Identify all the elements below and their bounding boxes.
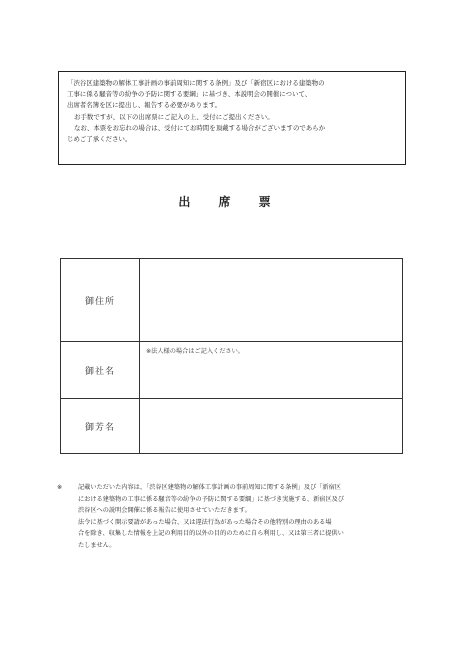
name-field[interactable] (140, 399, 403, 454)
notice-box (58, 71, 406, 165)
footnote-line-1: 記載いただいた内容は、「渋谷区建築物の解体工事計画の事前周知に関する条例」及び「新宿区 (78, 484, 341, 491)
table-row-name (61, 399, 403, 454)
footnote-line-4: 法令に基づく開示要請があった場合、又は違法行為があった場合その他特別の理由のある場 (78, 518, 332, 526)
table-row-company (61, 342, 403, 399)
footnote (57, 482, 407, 552)
form-title: 出 席 票 (178, 195, 283, 209)
name-label: 御芳名 (61, 399, 140, 454)
address-field[interactable] (140, 259, 403, 342)
company-field[interactable] (140, 342, 403, 399)
notice-line-4: お手数ですが、以下の出席票にご記入の上、受付にご提出ください。 (74, 112, 274, 121)
footnote-line-3: 渋谷区への説明会開催に係る報告に使用させていただきます。 (78, 507, 251, 515)
footnote-line-5: 合を除き、収集した情報を上記の利用目的以外の目的のために自ら利用し、又は第三者に提供い (78, 530, 344, 538)
footnote-line-6: たしません。 (78, 541, 116, 549)
footnote-body (67, 482, 407, 552)
notice-line-2: 工事に係る騒音等の紛争の予防に関する要綱」に基づき、本説明会の開催について、 (67, 90, 312, 99)
address-label: 御住所 (61, 259, 140, 342)
company-note: ※法人様の場合はご記入ください。 (146, 348, 244, 355)
attendance-table (60, 258, 403, 454)
company-label: 御社名 (61, 342, 140, 399)
footnote-line-2: における建築物の工事に係る騒音等の紛争の予防に関する要綱」に基づき実施する、新宿区及び (78, 495, 345, 503)
table-row-address (61, 259, 403, 342)
notice-line-5: なお、本票をお忘れの場合は、受付にてお時間を頂戴する場合がございますのであらか (74, 123, 326, 132)
notice-line-3: 出席者名簿を区に提出し、報告する必要があります。 (67, 101, 222, 110)
notice-line-1: 「渋谷区建築物の解体工事計画の事前周知に関する条例」及び「新宿区における建築物の (67, 79, 325, 87)
footnote-mark: ※ (57, 484, 63, 491)
notice-line-6: じめご了承ください。 (67, 135, 132, 144)
